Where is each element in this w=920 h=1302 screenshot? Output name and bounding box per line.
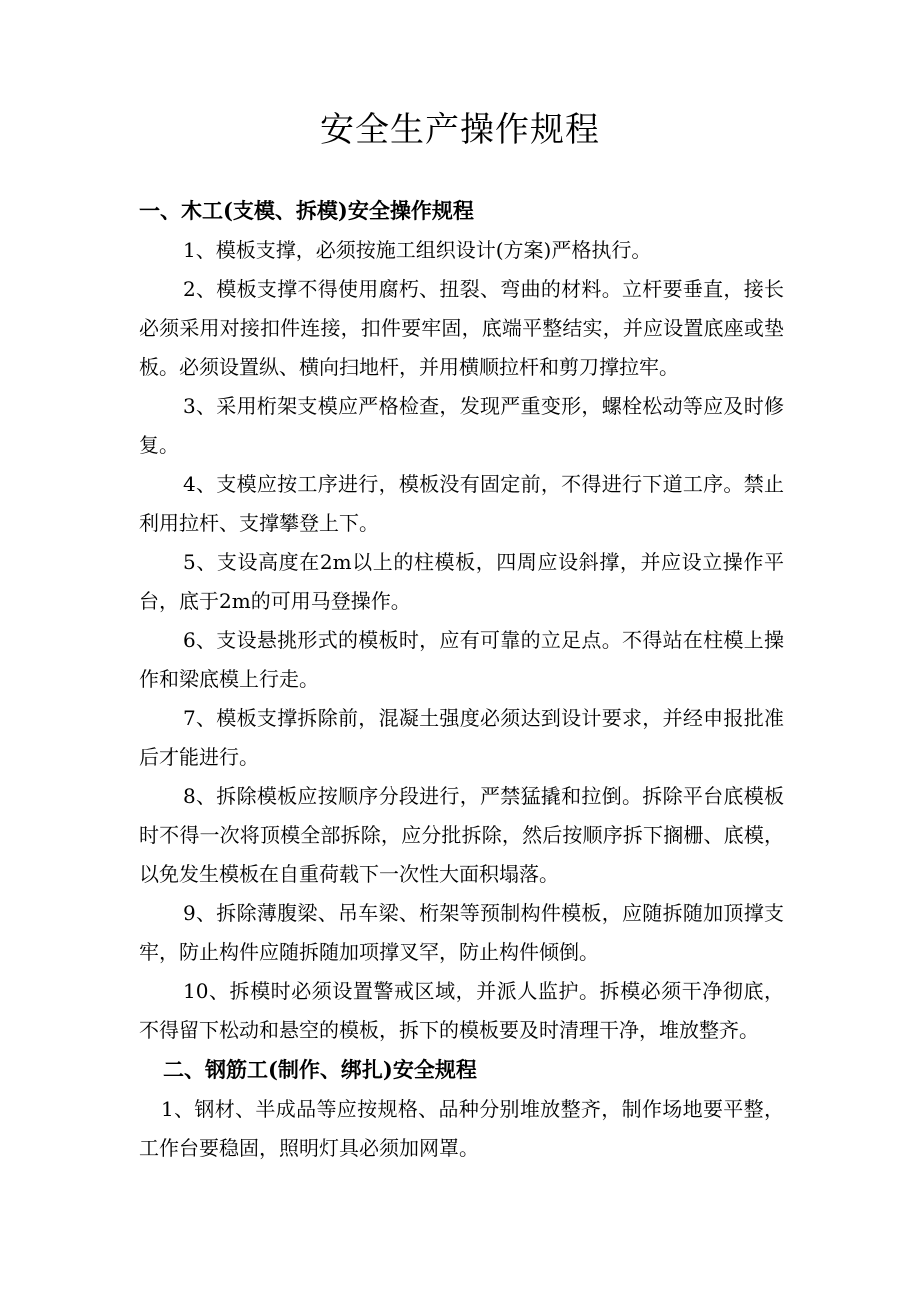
- paragraph: 5、支设高度在2m以上的柱模板，四周应设斜撑，并应设立操作平台，底于2m的可用马登操作。: [139, 550, 784, 613]
- document-body: [139, 191, 784, 1168]
- section-heading-rebar: 二、钢筋工(制作、绑扎)安全规程: [163, 1057, 477, 1082]
- paragraph: 1、模板支撑，必须按施工组织设计(方案)严格执行。: [183, 238, 652, 262]
- paragraph: 1、钢材、半成品等应按规格、品种分别堆放整齐，制作场地要平整，工作台要稳固，照明灯具必须加网罩。: [139, 1097, 784, 1160]
- document-title: 安全生产操作规程: [320, 110, 600, 150]
- paragraph: 2、模板支撑不得使用腐朽、扭裂、弯曲的材料。立杆要垂直，接长必须采用对接扣件连接，扣件要牢固，底端平整结实，并应设置底座或垫板。必须设置纵、横向扫地杆，并用横顺拉杆和剪刀撑拉牢。: [139, 277, 784, 379]
- paragraph: 10、拆模时必须设置警戒区域，并派人监护。拆模必须干净彻底，不得留下松动和悬空的模板，拆下的模板要及时清理干净，堆放整齐。: [139, 979, 784, 1042]
- paragraph: 8、拆除模板应按顺序分段进行，严禁猛撬和拉倒。拆除平台底模板时不得一次将顶模全部拆除，应分批拆除，然后按顺序拆下搁栅、底模，以免发生模板在自重荷载下一次性大面积塌落。: [139, 784, 784, 886]
- paragraph: 7、模板支撑拆除前，混凝土强度必须达到设计要求，并经申报批准后才能进行。: [139, 706, 784, 769]
- paragraph: 6、支设悬挑形式的模板时，应有可靠的立足点。不得站在柱模上操作和梁底模上行走。: [139, 628, 784, 691]
- section-heading-carpentry: 一、木工(支模、拆模)安全操作规程: [139, 198, 474, 223]
- paragraph: 4、支模应按工序进行，模板没有固定前，不得进行下道工序。禁止利用拉杆、支撑攀登上下。: [139, 472, 784, 535]
- paragraph: 3、采用桁架支模应严格检查，发现严重变形，螺栓松动等应及时修复。: [139, 394, 784, 457]
- paragraph: 9、拆除薄腹梁、吊车梁、桁架等预制构件模板，应随拆随加顶撑支牢，防止构件应随拆随加项撑叉罕，防止构件倾倒。: [139, 901, 784, 964]
